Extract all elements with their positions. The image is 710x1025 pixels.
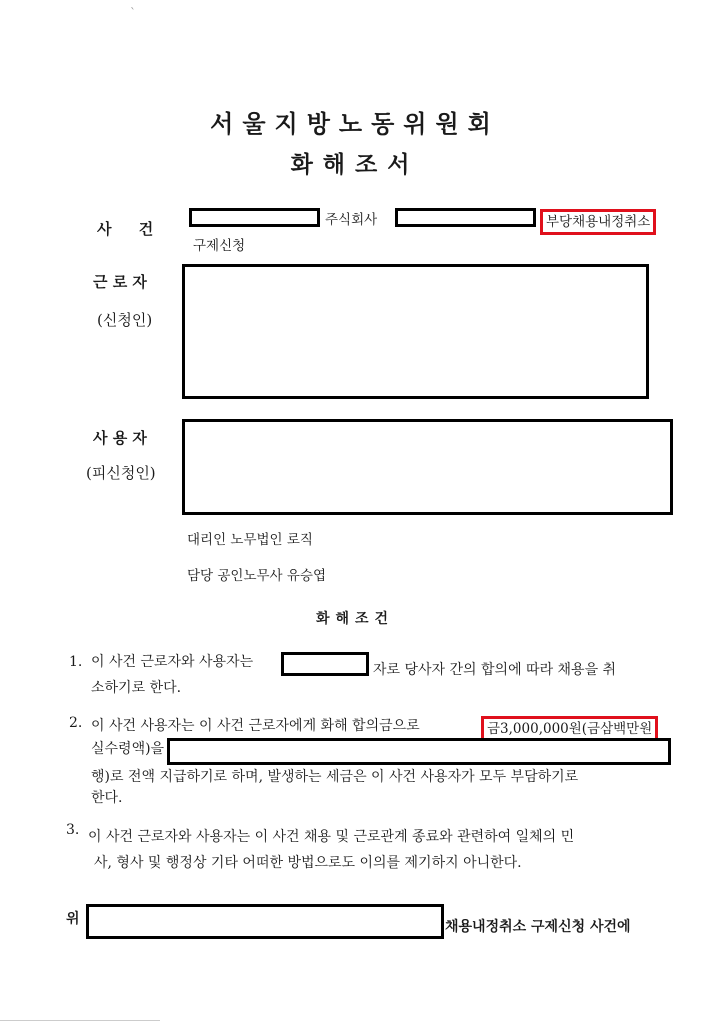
employer-sublabel: (피신청인) — [86, 464, 156, 482]
item1-number: 1. — [69, 654, 83, 670]
redacted-case-party — [189, 208, 320, 227]
conditions-heading: 화해조건 — [315, 611, 395, 627]
item1-text-after: 자로 당사자 간의 합의에 따라 채용을 취 — [373, 662, 617, 678]
case-label: 사 건 — [97, 220, 154, 238]
scan-edge-line — [0, 1020, 160, 1021]
item2-line3: 행)로 전액 지급하기로 하며, 발생하는 세금은 이 사건 사용자가 모두 부담하기로 — [91, 769, 579, 785]
stray-mark: ` — [130, 6, 136, 20]
worker-label: 근 로 자 — [93, 273, 147, 291]
document-title: 서울지방노동위원회 — [210, 109, 500, 138]
document-subtitle: 화해조서 — [290, 151, 420, 178]
amount-highlight: 금3,000,000원(금삼백만원 — [481, 716, 658, 743]
redacted-worker-box — [182, 264, 649, 399]
employer-attorney: 담당 공인노무사 유승엽 — [187, 568, 326, 584]
item2-number: 2. — [69, 715, 83, 731]
worker-sublabel: (신청인) — [97, 311, 153, 329]
item1-line2: 소하기로 한다. — [91, 680, 182, 696]
item2-text-before: 이 사건 사용자는 이 사건 근로자에게 화해 합의금으로 — [91, 718, 420, 734]
case-suffix: 구제신청 — [193, 238, 246, 254]
footer-prefix: 위 — [66, 911, 80, 927]
redacted-date — [281, 652, 369, 676]
item1-text-before: 이 사건 근로자와 사용자는 — [91, 654, 254, 670]
redacted-footer-party — [86, 904, 444, 939]
employer-agent: 대리인 노무법인 로직 — [187, 532, 313, 548]
item3-number: 3. — [66, 822, 80, 838]
item2-line4: 한다. — [91, 790, 123, 806]
employer-label: 사 용 자 — [93, 429, 147, 447]
case-type-highlight: 부당채용내정취소 — [540, 209, 656, 235]
item2-line2-start: 실수령액)을 — [91, 741, 165, 757]
company-word: 주식회사 — [325, 212, 378, 228]
item3-line1: 이 사건 근로자와 사용자는 이 사건 채용 및 근로관계 종료와 관련하여 일체의 민 — [88, 829, 575, 845]
redacted-company-name — [395, 208, 536, 227]
footer-suffix: 채용내정취소 구제신청 사건에 — [445, 919, 631, 935]
redacted-employer-box — [182, 419, 673, 515]
item3-line2: 사, 형사 및 행정상 기타 어떠한 방법으로도 이의를 제기하지 아니한다. — [94, 855, 522, 871]
redacted-bank-account — [167, 738, 671, 765]
